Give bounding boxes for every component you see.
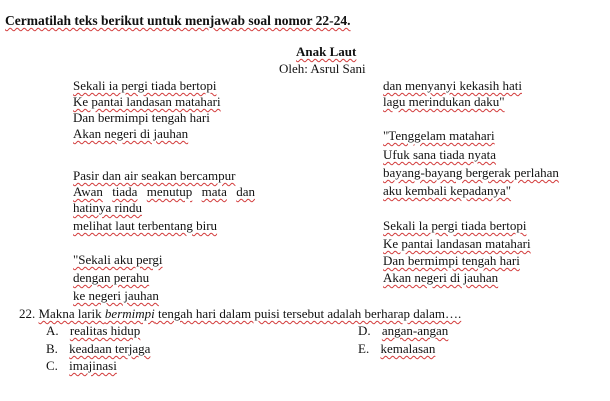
option-text: kemalasan xyxy=(380,341,436,356)
poem-line-left: melihat laut terbentang biru xyxy=(73,218,218,233)
poem-line-left-justified xyxy=(73,184,255,199)
poem-line-left: hatinya rindu xyxy=(73,200,142,215)
option-letter: A. xyxy=(46,323,59,338)
poem-line-right: "Tenggelam matahari xyxy=(383,128,495,143)
question-22 xyxy=(19,306,461,321)
option-text: keadaan terjaga xyxy=(69,341,151,356)
poem-author: Oleh: Asrul Sani xyxy=(279,61,366,76)
option-text: angan-angan xyxy=(381,323,449,338)
option-d[interactable] xyxy=(358,323,448,338)
poem-line-left: dengan perahu xyxy=(73,270,150,285)
poem-line-right: aku kembali kepadanya" xyxy=(383,183,512,198)
poem-line-left: Sekali ia pergi tiada bertopi xyxy=(73,78,217,93)
option-letter: D. xyxy=(358,323,371,338)
poem-line-right: Akan negeri di jauhan xyxy=(383,270,499,285)
option-c[interactable] xyxy=(46,358,117,373)
question-text-italic: bermimpi xyxy=(104,306,155,321)
option-a[interactable] xyxy=(46,323,140,338)
word: mata xyxy=(201,184,227,199)
option-letter: B. xyxy=(46,341,58,356)
option-text: imajinasi xyxy=(69,358,117,373)
poem-line-left: Pasir dan air seakan bercampur xyxy=(73,168,236,183)
option-text: realitas hidup xyxy=(69,323,141,338)
word: menutup xyxy=(146,184,193,199)
option-e[interactable] xyxy=(358,341,435,356)
poem-line-left: Dan bermimpi tengah hari xyxy=(73,110,210,125)
poem-line-right: dan menyanyi kekasih hati xyxy=(383,78,522,93)
option-letter: C. xyxy=(46,358,58,373)
poem-line-left: ke negeri jauhan xyxy=(73,288,159,303)
word: tiada xyxy=(112,184,138,199)
poem-line-left: Ke pantai landasan matahari xyxy=(73,94,221,109)
option-b[interactable] xyxy=(46,341,150,356)
poem-line-left: "Sekali aku pergi xyxy=(73,252,163,267)
question-text-before: Makna larik xyxy=(38,306,105,321)
question-text-after: tengah hari dalam puisi tersebut adalah berharap dalam…. xyxy=(154,306,462,321)
poem-line-right: Sekali la pergi tiada bertopi xyxy=(383,218,527,233)
poem-line-right: Dan bermimpi tengah hari xyxy=(383,253,520,268)
poem-line-left: Akan negeri di jauhan xyxy=(73,126,189,141)
word: dan xyxy=(236,184,255,199)
poem-line-right: bayang-bayang bergerak perlahan xyxy=(383,165,559,180)
poem-line-right: Ke pantai landasan matahari xyxy=(383,236,531,251)
question-number: 22. xyxy=(19,306,36,321)
poem-line-right: lagu merindukan daku" xyxy=(383,94,505,109)
instruction-text: Cermatilah teks berikut untuk menjawab soal nomor 22-24. xyxy=(5,13,351,28)
option-letter: E. xyxy=(358,341,370,356)
poem-title: Anak Laut xyxy=(296,44,357,59)
word: Awan xyxy=(73,184,103,199)
poem-line-right: Ufuk sana tiada nyata xyxy=(383,147,496,162)
